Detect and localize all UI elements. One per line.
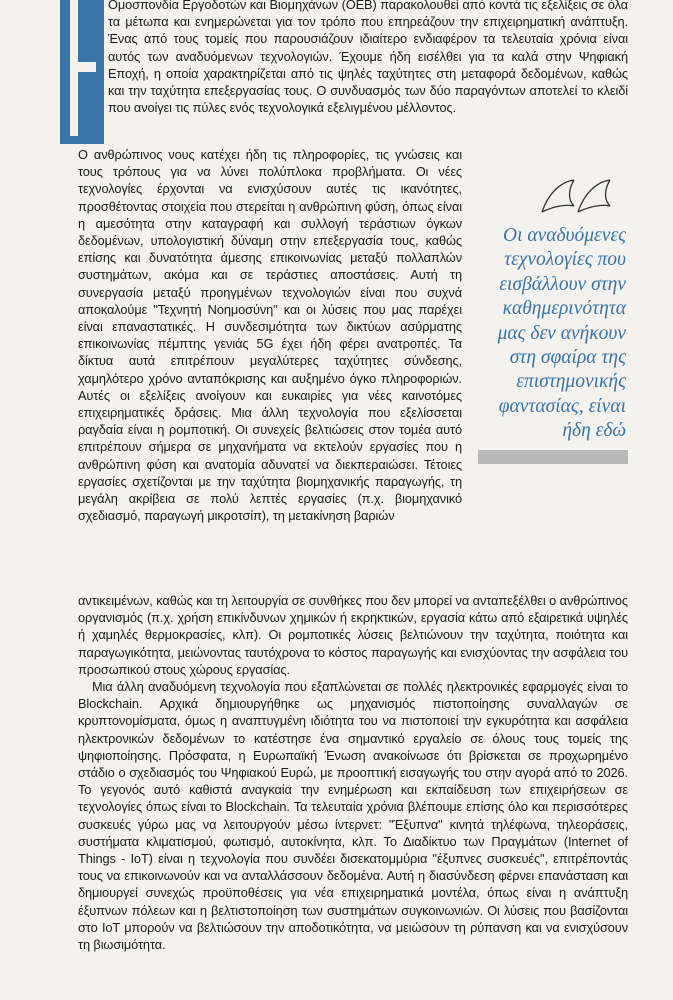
pull-quote-text: Οι αναδυόμενες τεχνολογίες που εισβάλλουν στην καθημερινότητα μας δεν ανήκουν στη σφαίρα της επιστημονικής φαντασίας, είναι ήδη εδώ <box>497 225 626 442</box>
full-width-text <box>78 592 628 953</box>
lead-paragraph: Ομοσπονδία Εργοδοτών και Βιομηχάνων (ΟΕΒ) παρακολουθεί από κοντά τις εξελίξεις σε όλα τα μέτωπα και ενημερώνεται για τον τρόπο που επηρεάζουν την επιχειρηματική ανάπτυξη. Ένας από τους τομείς που παρουσιάζουν ιδιαίτερο ενδιαφέρον τα τελευταία χρόνια είναι αυτός των αναδυόμενων τεχνολογιών. Έχουμε ήδη εισέλθει για τα καλά στην Ψηφιακή Εποχή, η οποία χαρακτηρίζεται από τις ψηλές ταχύτητες στη μεταφορά δεδομένων, καθώς και την ταχύτητα επεξεργασίας τους. Ο συνδυασμός των δύο παραγόντων αποτελεί το κλειδί που ανοίγει τις πύλες ενός τεχνολογικά εξελιγμένου μέλλοντος. <box>108 0 628 116</box>
continuation-paragraph: αντικειμένων, καθώς και τη λειτουργία σε συνθήκες που δεν μπορεί να ανταπεξέλθει ο ανθρώπινος οργανισμός (π.χ. χρήση επικίνδυνων χημικών ή εκρηκτικών, εργασία κάτω από εξαιρετικά υψηλές ή χαμηλές θερμοκρασίες, κλπ). Οι ρομποτικές λύσεις βελτιώνουν την ταχύτητα, ποιότητα και παραγωγικότητα, μειώνοντας ταυτόχρονα το κόστος παραγωγής και ενισχύοντας την ασφάλεια του προσωπικού στους χώρους εργασίας. <box>78 593 628 677</box>
column-paragraph: Ο ανθρώπινος νους κατέχει ήδη τις πληροφορίες, τις γνώσεις και τους τρόπους για να λύνει πολύπλοκα προβλήματα. Οι νέες τεχνολογίες έρχονται να ενισχύσουν αυτές τις ικανότητες, προσθέτοντας στοιχεία που στερείται η ανθρώπινη φύση, όπως είναι η αμεσότητα στην καταγραφή και συλλογή τεράστιων όγκων δεδομένων, υπολογιστική δύναμη στην επεξεργασία τους, καθώς επίσης και δυνατότητα άμεσης επικοινωνίας μεταξύ πολλαπλών συστημάτων, ακόμα και σε τεράστιες αποστάσεις. Αυτή τη συνεργασία μεταξύ προηγμένων τεχνολογιών είναι που συχνά αποκαλούμε "Τεχνητή Νοημοσύνη" και οι λύσεις που μας παρέχει είναι επαναστατικές. Η συνδεσιμότητα των δικτύων ασύρματης επικοινωνίας πέμπτης γενιάς 5G έχει ήδη φέρει ανατροπές. Τα δίκτυα αυτά επιτρέπουν μεγαλύτερες ταχύτητες σύνδεσης, χαμηλότερο χρόνο ανταπόκρισης και αυξημένο όγκο πληροφοριών. Αυτές οι εξελίξεις ανοίγουν και ευκαιρίες για νέες καινοτόμες επιχειρηματικές δράσεις. Μια άλλη τεχνολογία που εξελίσσεται ραγδαία είναι η ρομποτική. Οι συνεχείς βελτιώσεις στον τομέα αυτό επιτρέπουν σήμερα σε μηχανήματα να εκτελούν εργασίες που η ανθρώπινη φύση και ανατομία αδυνατεί να διεκπεραιώσει. Τέτοιες εργασίες σχετίζονται με την ταχύτητα βιομηχανικής παραγωγής, τη μεγάλη ακρίβεια σε πολύ λεπτές εργασίες (π.χ. βιομηχανικό σχεδιασμό, παραγωγή μικροτσίπ), τη μετακίνηση βαριών <box>78 147 462 524</box>
quote-marks-icon <box>538 176 618 216</box>
pull-quote <box>478 176 628 464</box>
drop-cap-letter <box>60 0 104 144</box>
blockchain-paragraph: Μια άλλη αναδυόμενη τεχνολογία που εξαπλώνεται σε πολλές ηλεκτρονικές εφαρμογές είναι το Blockchain. Αρχικά δημιουργήθηκε ως μηχανισμός πιστοποίησης συναλλαγών σε κρυπτονομίσματα, όμως η αναπτυγμένη ιδιότητα του να πιστοποιεί την εγκυρότητα και ασφάλεια ηλεκτρονικών δεδομένων το κατέστησε ένα σημαντικό εργαλείο σε όλους τους τομείς της ψηφιοποίησης. Πρόσφατα, η Ευρωπαϊκή Ένωση ανακοίνωσε ότι βρίσκεται σε προχωρημένο στάδιο ο σχεδιασμός του Ψηφιακού Ευρώ, με προοπτική εισαγωγής του στην αγορά από το 2026. Το γεγονός αυτό καθιστά αναγκαία την ενημέρωση και εκπαίδευση των επιχειρήσεων σε τεχνολογίες όπως είναι το Blockchain. Τα τελευταία χρόνια βλέπουμε επίσης όλο και περισσότερες συσκευές γύρω μας να λειτουργούν μέσω ίντερνετ: "Έξυπνα" κινητά τηλέφωνα, τηλεοράσεις, συστήματα κλιματισμού, φωτισμό, αυτοκίνητα, κλπ. Το Διαδίκτυο των Πραγμάτων (Internet of Things - IoT) είναι η τεχνολογία που συνδέει δισεκατομμύρια "έξυπνες συσκευές", επιτρέποντάς τους να επικοινωνούν και να ανταλλάσσουν δεδομένα. Αυτή η διασύνδεση φέρνει επανάσταση και δημιουργεί συνεχώς προϋποθέσεις για νέα επιχειρηματικά μοντέλα, όπως είναι η ανάπτυξη έξυπνων πόλεων και η βελτιστοποίηση των συστημάτων συγκοινωνιών. Οι λύσεις που βασίζονται στο IoT μπορούν να βελτιώσουν την αποδοτικότητα, να μειώσουν τη ρύπανση και να ενισχύσουν τη βιωσιμότητα. <box>78 679 628 953</box>
pull-quote-rule <box>478 450 628 464</box>
